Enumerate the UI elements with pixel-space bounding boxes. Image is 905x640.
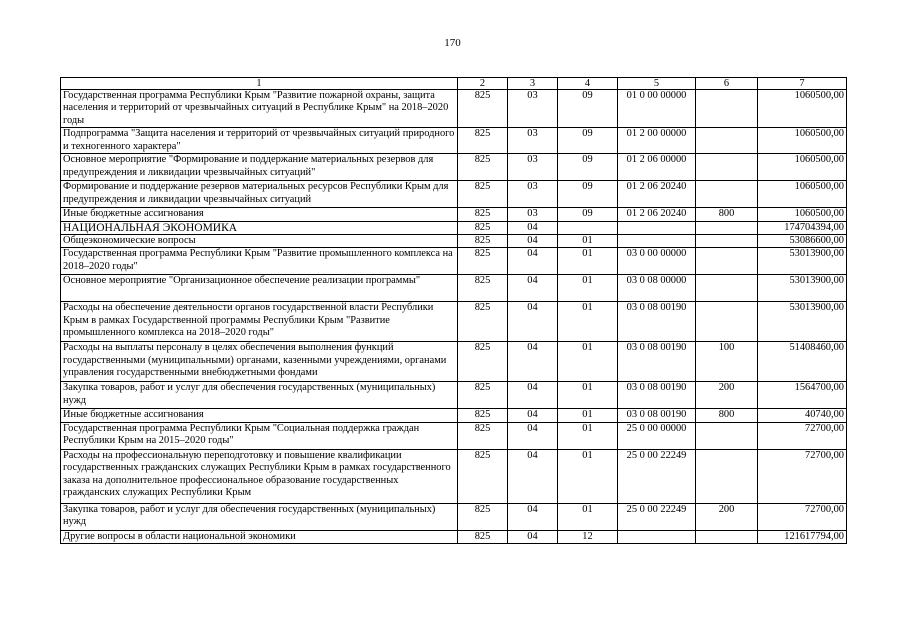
code-cell: 825 (458, 342, 508, 382)
code-cell (696, 235, 758, 248)
row-name-cell: Расходы на профессиональную переподготовку и повышение квалификации государственных гражданских служащих Республики Крым в рамках государственного заказа на дополнительное профессиональное образование государственных гражданских служащих Республики Крым (61, 449, 458, 503)
code-cell: 09 (558, 181, 618, 208)
code-cell: 200 (696, 382, 758, 409)
code-cell (696, 181, 758, 208)
code-cell: 825 (458, 221, 508, 234)
code-cell: 25 0 00 00000 (618, 422, 696, 449)
row-name-cell: Иные бюджетные ассигнования (61, 208, 458, 221)
code-cell: 04 (508, 275, 558, 302)
table-row (61, 221, 847, 234)
code-cell: 03 0 08 00190 (618, 302, 696, 342)
row-name-cell: Государственная программа Республики Крым "Социальная поддержка граждан Республики Крым на 2015–2020 годы" (61, 422, 458, 449)
code-cell: 800 (696, 409, 758, 422)
table-row (61, 302, 847, 342)
code-cell: 825 (458, 128, 508, 154)
code-cell: 01 (558, 422, 618, 449)
code-cell: 03 (508, 90, 558, 128)
code-cell: 01 (558, 503, 618, 530)
code-cell: 01 (558, 248, 618, 275)
column-header: 4 (558, 78, 618, 90)
code-cell: 825 (458, 154, 508, 181)
column-header: 6 (696, 78, 758, 90)
row-name-cell: Государственная программа Республики Крым "Развитие пожарной охраны, защита населения и территорий от чрезвычайных ситуаций в Республике Крым" на 2018–2020 годы (61, 90, 458, 128)
table-row (61, 128, 847, 154)
code-cell: 01 (558, 409, 618, 422)
budget-table (60, 77, 847, 544)
code-cell (696, 422, 758, 449)
code-cell: 09 (558, 90, 618, 128)
table-row (61, 530, 847, 543)
column-header: 2 (458, 78, 508, 90)
code-cell: 01 (558, 449, 618, 503)
amount-cell: 72700,00 (758, 449, 847, 503)
table-row (61, 154, 847, 181)
code-cell: 25 0 00 22249 (618, 503, 696, 530)
row-name-cell: Закупка товаров, работ и услуг для обеспечения государственных (муниципальных) нужд (61, 503, 458, 530)
row-name-cell: Формирование и поддержание резервов материальных ресурсов Республики Крым для предупреждения и ликвидации чрезвычайных ситуаций (61, 181, 458, 208)
code-cell: 04 (508, 449, 558, 503)
amount-cell: 40740,00 (758, 409, 847, 422)
code-cell: 825 (458, 90, 508, 128)
code-cell: 04 (508, 409, 558, 422)
amount-cell: 72700,00 (758, 422, 847, 449)
row-name-cell: НАЦИОНАЛЬНАЯ ЭКОНОМИКА (61, 221, 458, 234)
amount-cell: 1060500,00 (758, 90, 847, 128)
amount-cell: 1060500,00 (758, 128, 847, 154)
code-cell (618, 235, 696, 248)
amount-cell: 51408460,00 (758, 342, 847, 382)
code-cell (696, 221, 758, 234)
code-cell (696, 302, 758, 342)
row-name-cell: Общеэкономические вопросы (61, 235, 458, 248)
amount-cell: 1060500,00 (758, 154, 847, 181)
code-cell: 03 0 08 00000 (618, 275, 696, 302)
code-cell (696, 449, 758, 503)
table-row (61, 275, 847, 302)
table-row (61, 181, 847, 208)
code-cell: 03 0 08 00190 (618, 409, 696, 422)
code-cell: 825 (458, 208, 508, 221)
column-header: 5 (618, 78, 696, 90)
code-cell: 01 (558, 342, 618, 382)
amount-cell: 1060500,00 (758, 208, 847, 221)
code-cell: 200 (696, 503, 758, 530)
code-cell (696, 90, 758, 128)
code-cell: 03 0 08 00190 (618, 342, 696, 382)
code-cell (696, 275, 758, 302)
code-cell (696, 248, 758, 275)
code-cell: 01 (558, 382, 618, 409)
code-cell: 825 (458, 422, 508, 449)
code-cell: 825 (458, 530, 508, 543)
column-number-row (61, 78, 847, 90)
amount-cell: 1564700,00 (758, 382, 847, 409)
code-cell: 825 (458, 449, 508, 503)
code-cell: 12 (558, 530, 618, 543)
amount-cell: 53013900,00 (758, 248, 847, 275)
row-name-cell: Другие вопросы в области национальной экономики (61, 530, 458, 543)
code-cell: 09 (558, 128, 618, 154)
code-cell: 03 (508, 208, 558, 221)
code-cell: 04 (508, 503, 558, 530)
code-cell: 825 (458, 275, 508, 302)
code-cell: 01 2 06 20240 (618, 208, 696, 221)
table-row (61, 409, 847, 422)
code-cell: 04 (508, 530, 558, 543)
code-cell: 04 (508, 382, 558, 409)
column-header: 3 (508, 78, 558, 90)
code-cell (618, 530, 696, 543)
table-row (61, 382, 847, 409)
table-row (61, 90, 847, 128)
code-cell: 03 (508, 181, 558, 208)
code-cell: 03 0 00 00000 (618, 248, 696, 275)
amount-cell: 53013900,00 (758, 275, 847, 302)
code-cell (696, 154, 758, 181)
code-cell: 01 (558, 275, 618, 302)
amount-cell: 72700,00 (758, 503, 847, 530)
amount-cell: 1060500,00 (758, 181, 847, 208)
row-name-cell: Закупка товаров, работ и услуг для обеспечения государственных (муниципальных) нужд (61, 382, 458, 409)
code-cell: 825 (458, 248, 508, 275)
table-row (61, 449, 847, 503)
row-name-cell: Иные бюджетные ассигнования (61, 409, 458, 422)
code-cell: 04 (508, 235, 558, 248)
row-name-cell: Подпрограмма "Защита населения и территорий от чрезвычайных ситуаций природного и техногенного характера" (61, 128, 458, 154)
code-cell: 01 0 00 00000 (618, 90, 696, 128)
table-row (61, 342, 847, 382)
code-cell (696, 530, 758, 543)
code-cell: 04 (508, 342, 558, 382)
code-cell: 03 (508, 154, 558, 181)
row-name-cell: Расходы на выплаты персоналу в целях обеспечения выполнения функций государственными (муниципальными) органами, казенными учреждениями, органами управления государственными внебюджетными фондами (61, 342, 458, 382)
code-cell (696, 128, 758, 154)
code-cell: 800 (696, 208, 758, 221)
code-cell: 03 0 08 00190 (618, 382, 696, 409)
code-cell: 04 (508, 422, 558, 449)
code-cell: 25 0 00 22249 (618, 449, 696, 503)
code-cell: 825 (458, 181, 508, 208)
page-number: 170 (444, 37, 461, 49)
code-cell: 01 2 00 00000 (618, 128, 696, 154)
code-cell: 825 (458, 302, 508, 342)
code-cell (618, 221, 696, 234)
table-row (61, 422, 847, 449)
code-cell: 825 (458, 235, 508, 248)
code-cell: 04 (508, 248, 558, 275)
table-row (61, 235, 847, 248)
code-cell: 09 (558, 208, 618, 221)
code-cell: 825 (458, 382, 508, 409)
amount-cell: 121617794,00 (758, 530, 847, 543)
code-cell (558, 221, 618, 234)
row-name-cell: Основное мероприятие "Организационное обеспечение реализации программы" (61, 275, 458, 302)
code-cell: 01 2 06 00000 (618, 154, 696, 181)
row-name-cell: Государственная программа Республики Крым "Развитие промышленного комплекса на 2018–2020 годы" (61, 248, 458, 275)
code-cell: 04 (508, 302, 558, 342)
code-cell: 01 (558, 302, 618, 342)
code-cell: 03 (508, 128, 558, 154)
table-row (61, 248, 847, 275)
column-header: 7 (758, 78, 847, 90)
code-cell: 825 (458, 409, 508, 422)
code-cell: 04 (508, 221, 558, 234)
amount-cell: 53013900,00 (758, 302, 847, 342)
row-name-cell: Расходы на обеспечение деятельности органов государственной власти Республики Крым в рамках Государственной программы Республики Крым "Развитие промышленного комплекса на 2018–2020 годы" (61, 302, 458, 342)
column-header: 1 (61, 78, 458, 90)
code-cell: 01 (558, 235, 618, 248)
code-cell: 100 (696, 342, 758, 382)
row-name-cell: Основное мероприятие "Формирование и поддержание материальных резервов для предупреждения и ликвидации чрезвычайных ситуаций" (61, 154, 458, 181)
code-cell: 09 (558, 154, 618, 181)
table-row (61, 503, 847, 530)
amount-cell: 53086600,00 (758, 235, 847, 248)
table-row (61, 208, 847, 221)
code-cell: 825 (458, 503, 508, 530)
amount-cell: 174704394,00 (758, 221, 847, 234)
code-cell: 01 2 06 20240 (618, 181, 696, 208)
